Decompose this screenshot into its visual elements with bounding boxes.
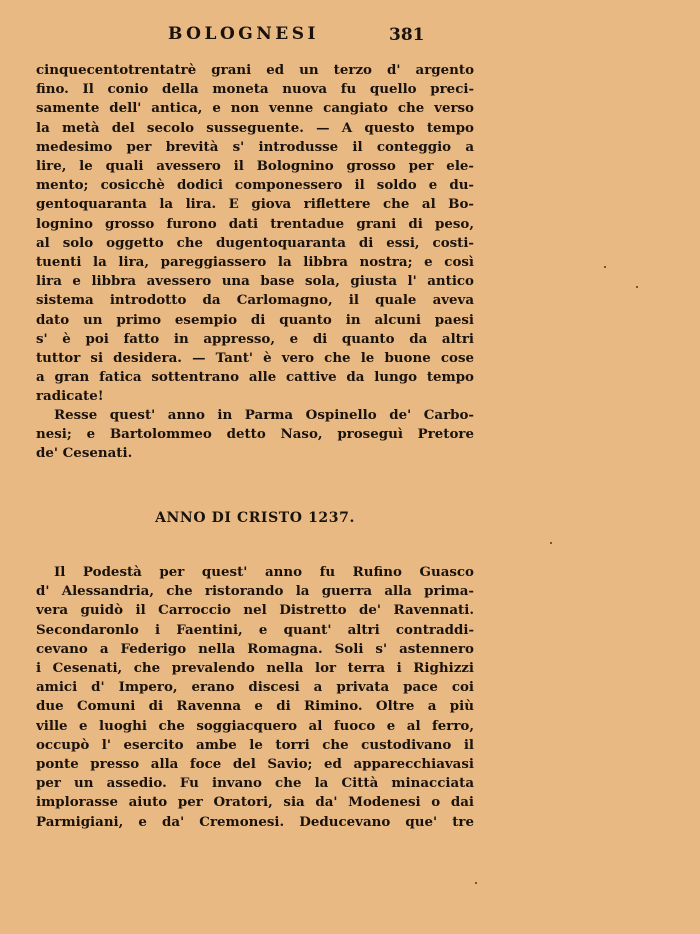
text-line: gentoquaranta la lira. E giova riflettere che al Bo- <box>36 196 474 213</box>
running-head <box>0 24 700 50</box>
text-line: mento; cosicchè dodici componessero il soldo e du- <box>36 177 474 194</box>
text-line: Il Podestà per quest' anno fu Rufino Guasco <box>54 564 474 580</box>
page-number: 381 <box>389 25 425 45</box>
text-line: per un assedio. Fu invano che la Città minacciata <box>36 775 474 792</box>
text-line: Resse quest' anno in Parma Ospinello de' Carbo- <box>54 407 474 423</box>
paper-speck <box>636 286 638 288</box>
paper-speck <box>475 882 477 884</box>
text-line: de' Cesenati. <box>36 445 133 462</box>
text-line: occupò l' esercito ambe le torri che custodivano il <box>36 736 474 753</box>
paper-speck <box>604 266 606 268</box>
paragraph-1237 <box>36 563 474 832</box>
text-line: implorasse aiuto per Oratori, sia da' Modenesi o dai <box>36 794 474 811</box>
text-line: d' Alessandria, che ristorando la guerra alla prima- <box>36 583 474 600</box>
text-line: a gran fatica sottentrano alle cattive da lungo tempo <box>36 369 474 386</box>
text-line: al solo oggetto che dugentoquaranta di essi, costi- <box>36 234 474 251</box>
text-line: samente dell' antica, e non venne cangiato che verso <box>36 100 474 117</box>
paper-speck <box>550 542 552 544</box>
text-line: vera guidò il Carroccio nel Distretto de' Ravennati. <box>36 602 474 619</box>
text-line: la metà del secolo susseguente. — A questo tempo <box>36 119 474 136</box>
text-line: Secondaronlo i Faentini, e quant' altri contraddi- <box>36 621 474 638</box>
text-line: dato un primo esempio di quanto in alcuni paesi <box>36 311 474 328</box>
text-line: cinquecentotrentatrè grani ed un terzo d' argento <box>36 62 474 78</box>
text-line: tuenti la lira, pareggiassero la libbra nostra; e così <box>36 254 474 271</box>
text-line: i Cesenati, che prevalendo nella lor terra i Righizzi <box>36 660 474 677</box>
text-line: lira e libbra avessero una base sola, giusta l' antico <box>36 273 474 290</box>
text-line: tuttor si desidera. — Tant' è vero che le buone cose <box>36 350 474 367</box>
text-line: radicate! <box>36 388 104 405</box>
section-heading: ANNO DI CRISTO 1237. <box>155 510 355 526</box>
text-line: lire, le quali avessero il Bolognino grosso per ele- <box>36 158 474 175</box>
text-line: ponte presso alla foce del Savio; ed apparecchiavasi <box>36 756 474 773</box>
text-line: ville e luoghi che soggiacquero al fuoco e al ferro, <box>36 717 474 734</box>
text-line: amici d' Impero, erano discesi a privata pace coi <box>36 679 474 696</box>
text-line: sistema introdotto da Carlomagno, il quale aveva <box>36 292 474 309</box>
paragraph-podesta-parma <box>36 406 474 464</box>
paragraph-money <box>36 61 474 407</box>
text-line: medesimo per brevità s' introdusse il conteggio a <box>36 138 474 155</box>
running-title: BOLOGNESI <box>168 24 319 44</box>
text-line: cevano a Federigo nella Romagna. Soli s' astennero <box>36 640 474 657</box>
text-line: Parmigiani, e da' Cremonesi. Deducevano que' tre <box>36 813 474 830</box>
text-line: nesi; e Bartolommeo detto Naso, proseguì Pretore <box>36 426 474 443</box>
text-line: lognino grosso furono dati trentadue grani di peso, <box>36 215 474 232</box>
text-line: s' è poi fatto in appresso, e di quanto da altri <box>36 330 474 347</box>
text-line: fino. Il conio della moneta nuova fu quello preci- <box>36 81 474 98</box>
text-line: due Comuni di Ravenna e di Rimino. Oltre a più <box>36 698 474 715</box>
